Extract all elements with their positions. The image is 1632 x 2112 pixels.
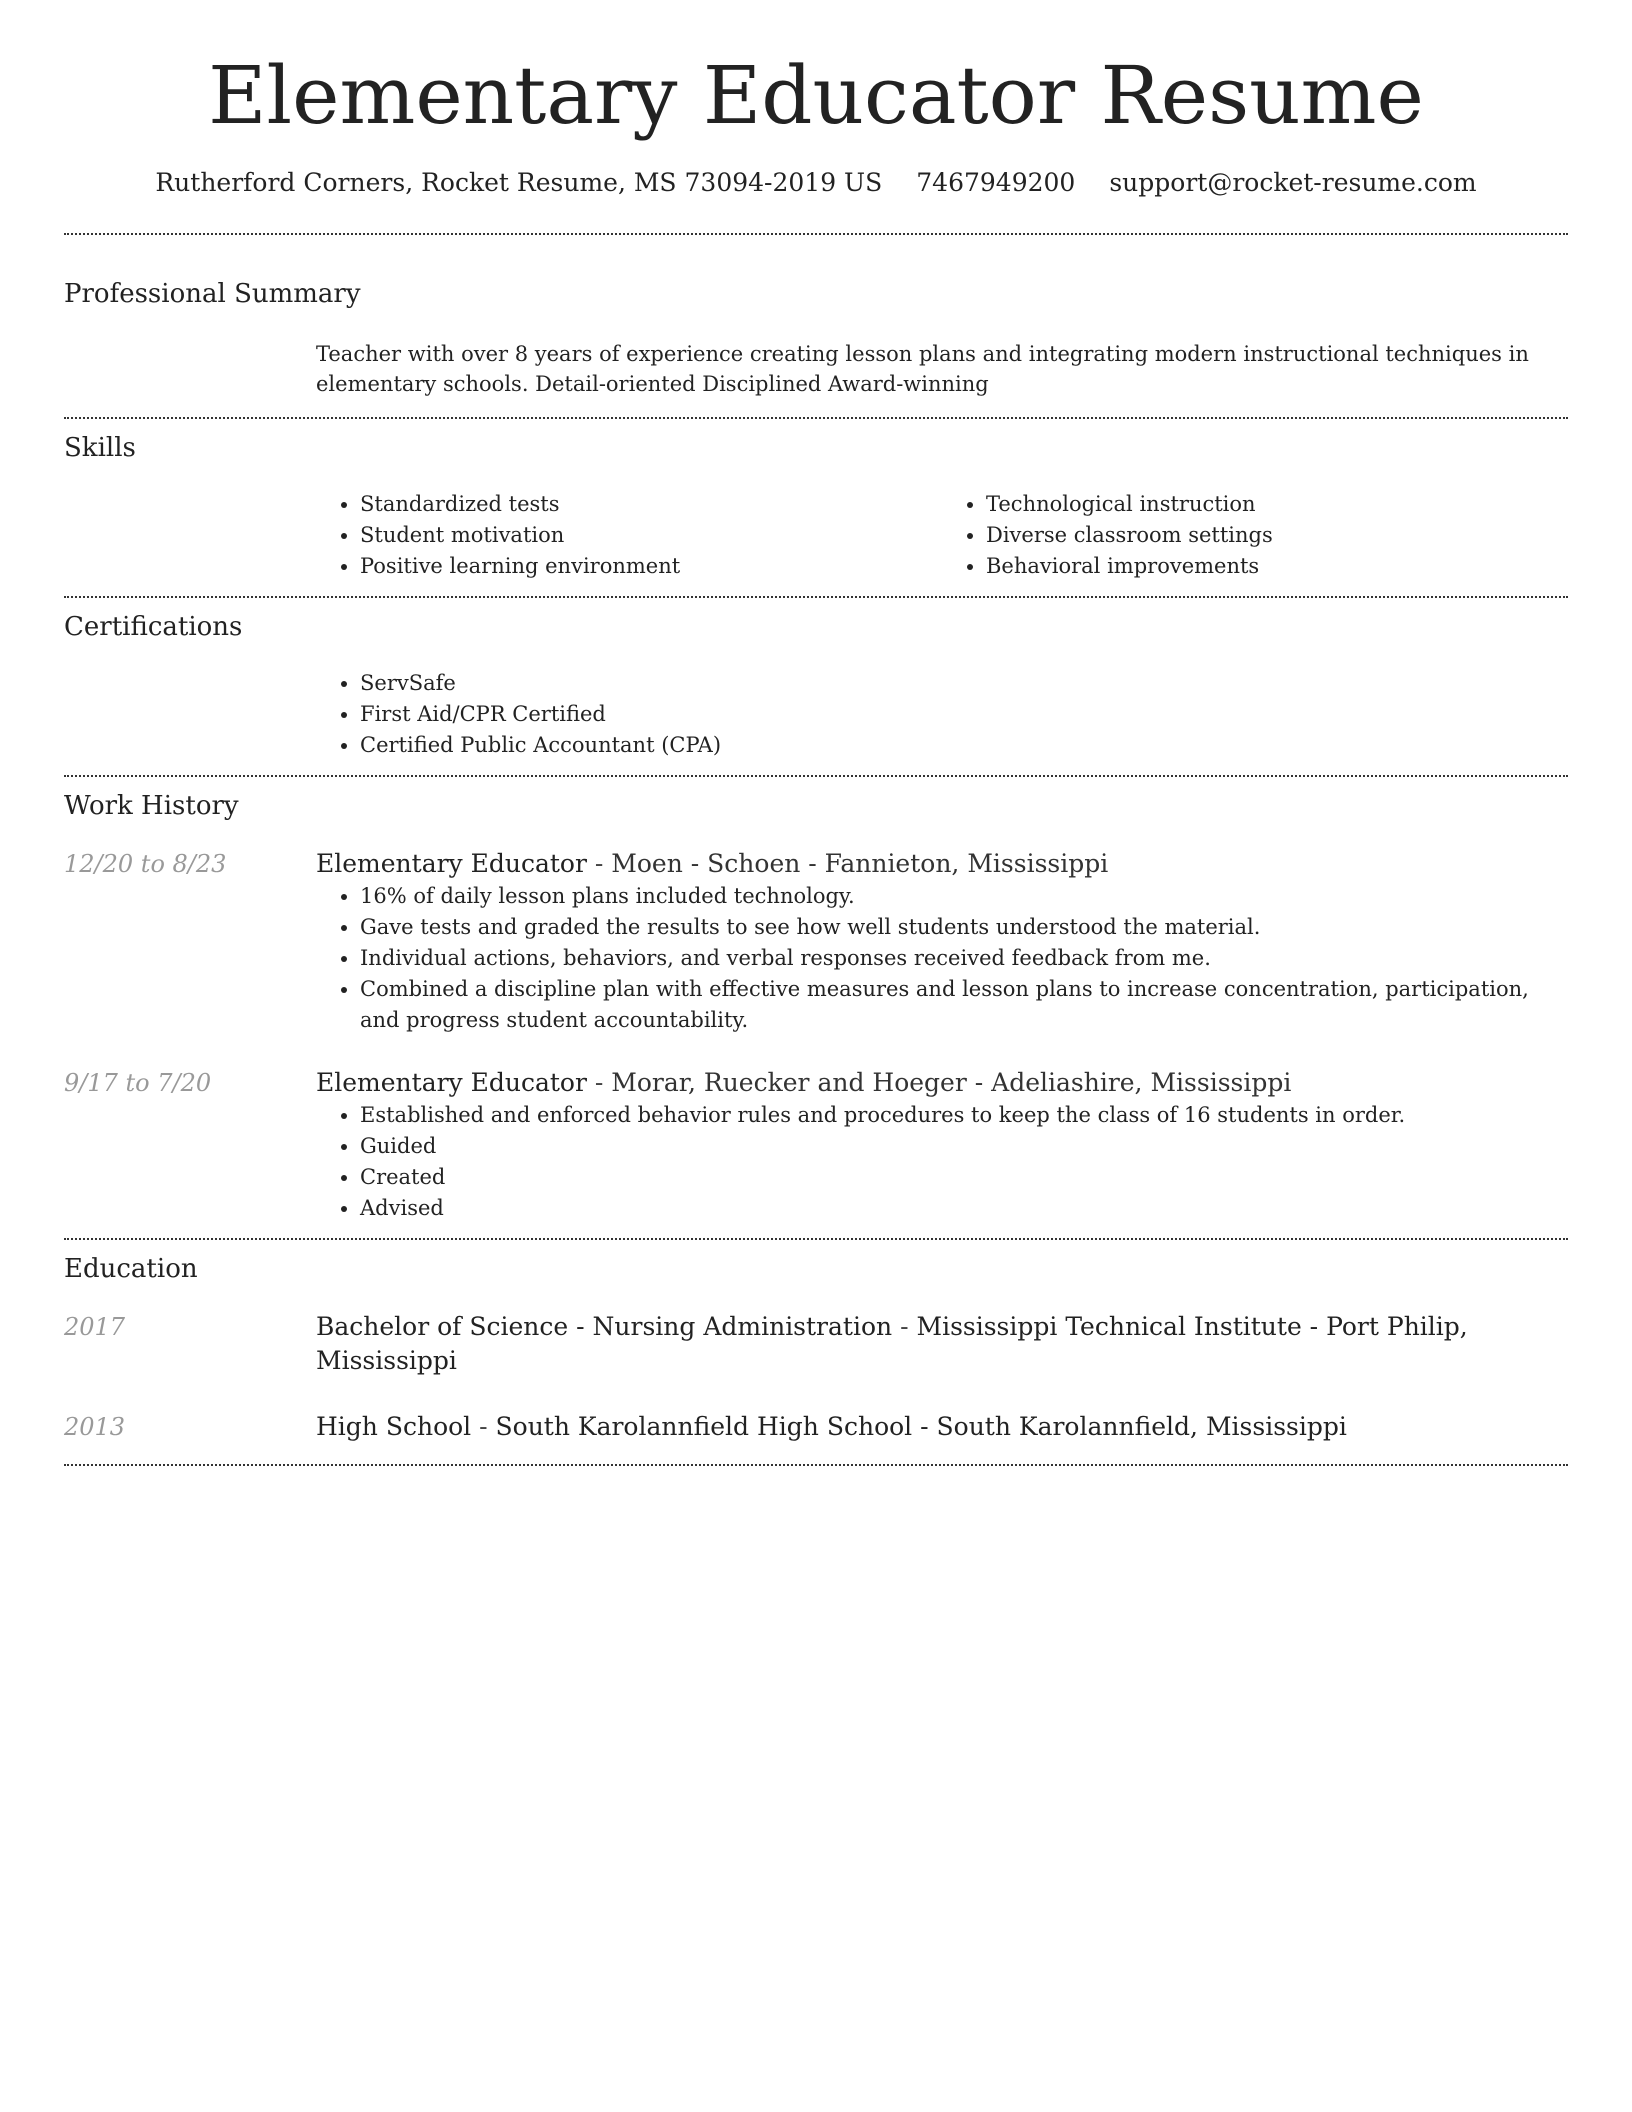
list-item: • Guided xyxy=(360,1131,1568,1162)
list-item: • Created xyxy=(360,1162,1568,1193)
education-degree: Bachelor of Science - Nursing Administration xyxy=(316,1312,893,1341)
education-details: Mississippi Technical Institute - Port Philip, Mississippi xyxy=(316,1312,1468,1375)
section-work-history xyxy=(64,777,1568,1238)
job-heading xyxy=(316,847,1568,881)
divider xyxy=(64,1464,1568,1466)
list-item: • Advised xyxy=(360,1193,1568,1224)
contact-line xyxy=(64,168,1568,197)
list-item: • Gave tests and graded the results to see how well students understood the material. xyxy=(360,912,1568,943)
skills-grid xyxy=(316,489,1568,582)
education-degree: High School xyxy=(316,1412,472,1441)
skills-list-left xyxy=(316,489,942,582)
list-item: • Standardized tests xyxy=(360,489,942,520)
section-heading-summary: Professional Summary xyxy=(64,279,361,309)
list-item: • Certified Public Accountant (CPA) xyxy=(360,730,1568,761)
list-item: • Established and enforced behavior rules and procedures to keep the class of 16 students in order. xyxy=(360,1100,1568,1131)
job-title: Elementary Educator xyxy=(316,1068,587,1097)
section-heading-skills: Skills xyxy=(64,433,136,463)
certifications-bullets xyxy=(316,668,1568,761)
list-item: • First Aid/CPR Certified xyxy=(360,699,1568,730)
separator: - xyxy=(586,849,612,878)
separator: - xyxy=(892,1312,917,1341)
list-item: • Student motivation xyxy=(360,520,942,551)
separator: - xyxy=(586,1068,612,1097)
separator: - xyxy=(471,1412,496,1441)
resume-title: Elementary Educator Resume xyxy=(208,49,1424,142)
job-main xyxy=(316,847,1568,1036)
certifications-list xyxy=(316,668,1568,761)
job-dates: 9/17 to 7/20 xyxy=(64,1069,212,1097)
list-item: • Diverse classroom settings xyxy=(986,520,1568,551)
section-heading-education: Education xyxy=(64,1254,198,1284)
section-heading-certifications: Certifications xyxy=(64,612,243,642)
list-item: • 16% of daily lesson plans included technology. xyxy=(360,881,1568,912)
education-year: 2013 xyxy=(64,1413,126,1441)
list-item: • Positive learning environment xyxy=(360,551,942,582)
contact-email: support@rocket-resume.com xyxy=(1109,168,1477,197)
job-heading xyxy=(316,1066,1568,1100)
job-entry xyxy=(64,1066,1568,1238)
job-title: Elementary Educator xyxy=(316,849,587,878)
education-heading xyxy=(316,1310,1568,1378)
section-skills xyxy=(64,419,1568,582)
job-dates: 12/20 to 8/23 xyxy=(64,850,227,878)
education-heading xyxy=(316,1410,1568,1444)
skills-list-right xyxy=(942,489,1568,582)
list-item: • Combined a discipline plan with effective measures and lesson plans to increase concentration, participation, and progress student accountability. xyxy=(360,974,1568,1036)
summary-text: Teacher with over 8 years of experience creating lesson plans and integrating modern instructional techniques in elementary schools. Detail-oriented Disciplined Award-winning xyxy=(316,342,1529,396)
job-details: Morar, Ruecker and Hoeger - Adeliashire, Mississippi xyxy=(611,1068,1292,1097)
section-heading-work: Work History xyxy=(64,791,239,821)
contact-address: Rutherford Corners, Rocket Resume, MS 73094-2019 US xyxy=(155,168,883,197)
job-main xyxy=(316,1066,1568,1238)
education-entry xyxy=(64,1310,1568,1378)
education-year: 2017 xyxy=(64,1313,126,1341)
job-entry xyxy=(64,847,1568,1036)
section-education xyxy=(64,1240,1568,1444)
job-bullets xyxy=(316,881,1568,1036)
job-details: Moen - Schoen - Fannieton, Mississippi xyxy=(611,849,1109,878)
list-item: • Technological instruction xyxy=(986,489,1568,520)
list-item: • Individual actions, behaviors, and verbal responses received feedback from me. xyxy=(360,943,1568,974)
section-certifications xyxy=(64,598,1568,761)
list-item: • Behavioral improvements xyxy=(986,551,1568,582)
education-entry xyxy=(64,1410,1568,1444)
list-item: • ServSafe xyxy=(360,668,1568,699)
section-summary xyxy=(64,235,1568,399)
education-details: South Karolannfield High School - South Karolannfield, Mississippi xyxy=(495,1412,1347,1441)
job-bullets xyxy=(316,1100,1568,1224)
contact-phone: 7467949200 xyxy=(916,168,1076,197)
